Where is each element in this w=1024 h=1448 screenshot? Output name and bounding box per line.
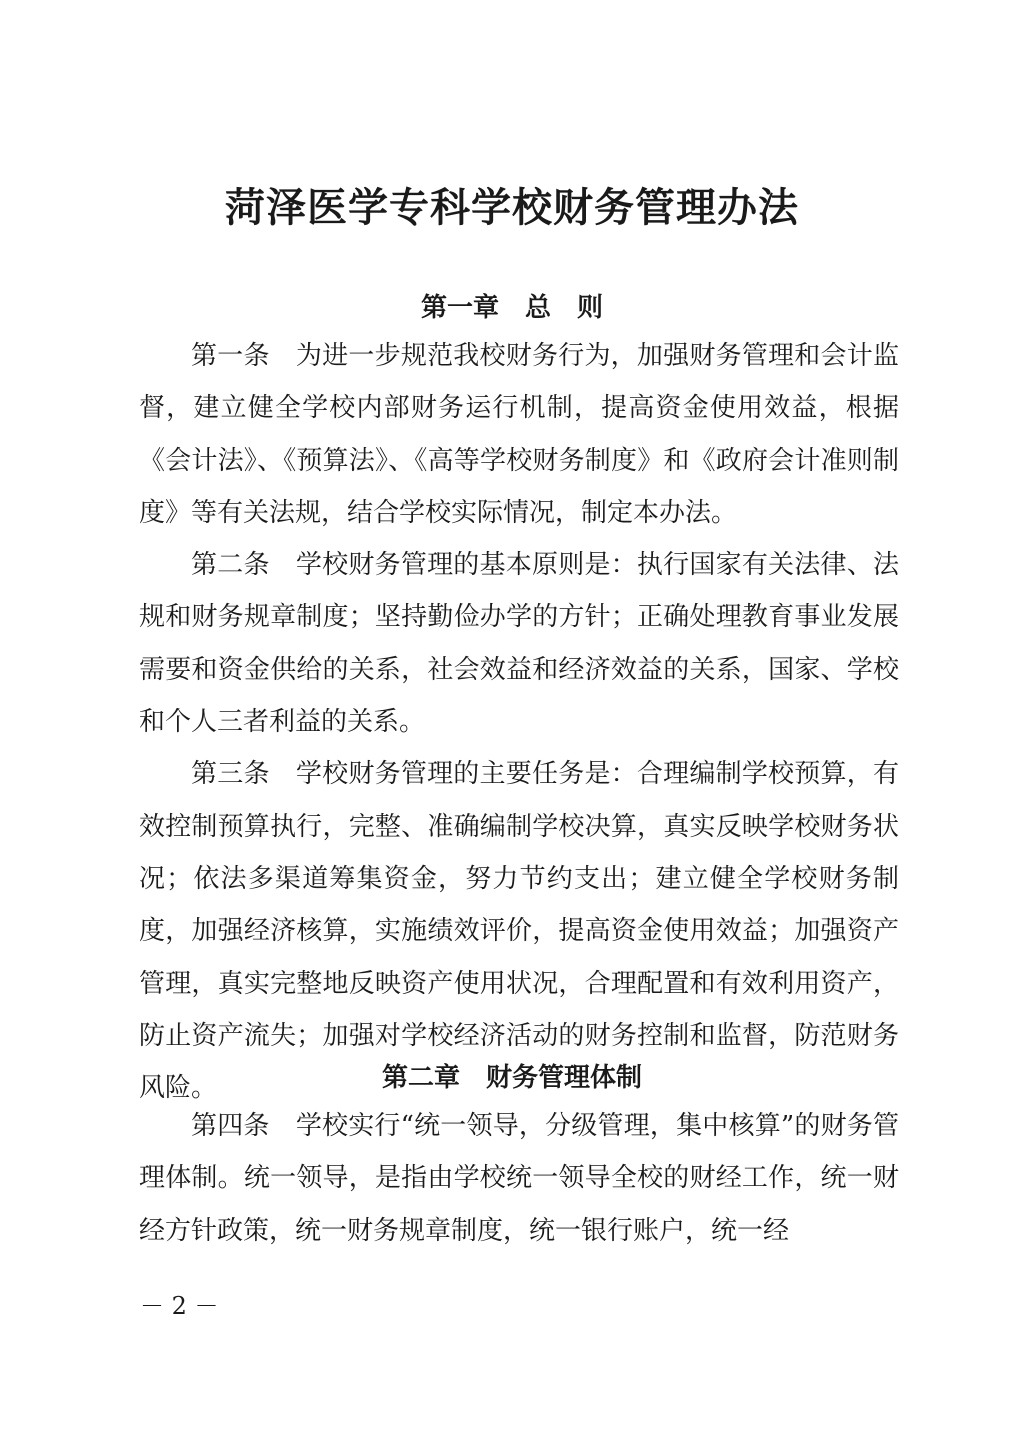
article-number: 第二条 [191,550,270,581]
chapter-heading-1: 第一章 总 则 [420,293,603,323]
chapter-2-body [139,1100,899,1257]
article-text: 学校实行“统一领导，分级管理，集中核算”的财务管理体制。统一领导，是指由学校统一领导全校的财经工作，统一财经方针政策，统一财务规章制度，统一银行账户，统一经 [139,1111,899,1246]
chapter-heading-2: 第二章 财务管理体制 [381,1063,642,1093]
article-number: 第四条 [191,1111,270,1141]
article-gap [270,550,296,580]
article-text: 学校财务管理的主要任务是：合理编制学校预算，有效控制预算执行，完整、准确编制学校决算，真实反映学校财务状况；依法多渠道筹集资金，努力节约支出；建立健全学校财务制度，加强经济核算，实施绩效评价，提高资金使用效益；加强资产管理，真实完整地反映资产使用状况，合理配置和有效利用资产，防止资产流失；加强对学校经济活动的财务控制和监督，防范财务风险。 [139,759,899,1104]
article-4 [139,1100,899,1257]
article-text: 为进一步规范我校财务行为，加强财务管理和会计监督，建立健全学校内部财务运行机制，提高资金使用效益，根据《会计法》、《预算法》、《高等学校财务制度》和《政府会计准则制度》等有关法规，结合学校实际情况，制定本办法。 [139,341,899,528]
article-1 [139,330,899,539]
chapter-1-body [139,330,899,1114]
article-gap [270,759,296,789]
article-gap [270,341,296,371]
document-title: 菏泽医学专科学校财务管理办法 [225,185,799,231]
article-2 [139,539,899,748]
article-gap [270,1111,296,1141]
article-number: 第三条 [191,759,270,790]
article-text: 学校财务管理的基本原则是：执行国家有关法律、法规和财务规章制度；坚持勤俭办学的方针；正确处理教育事业发展需要和资金供给的关系，社会效益和经济效益的关系，国家、学校和个人三者利益的关系。 [139,550,899,738]
article-number: 第一条 [191,341,270,371]
page-number: － 2 － [140,1292,219,1320]
